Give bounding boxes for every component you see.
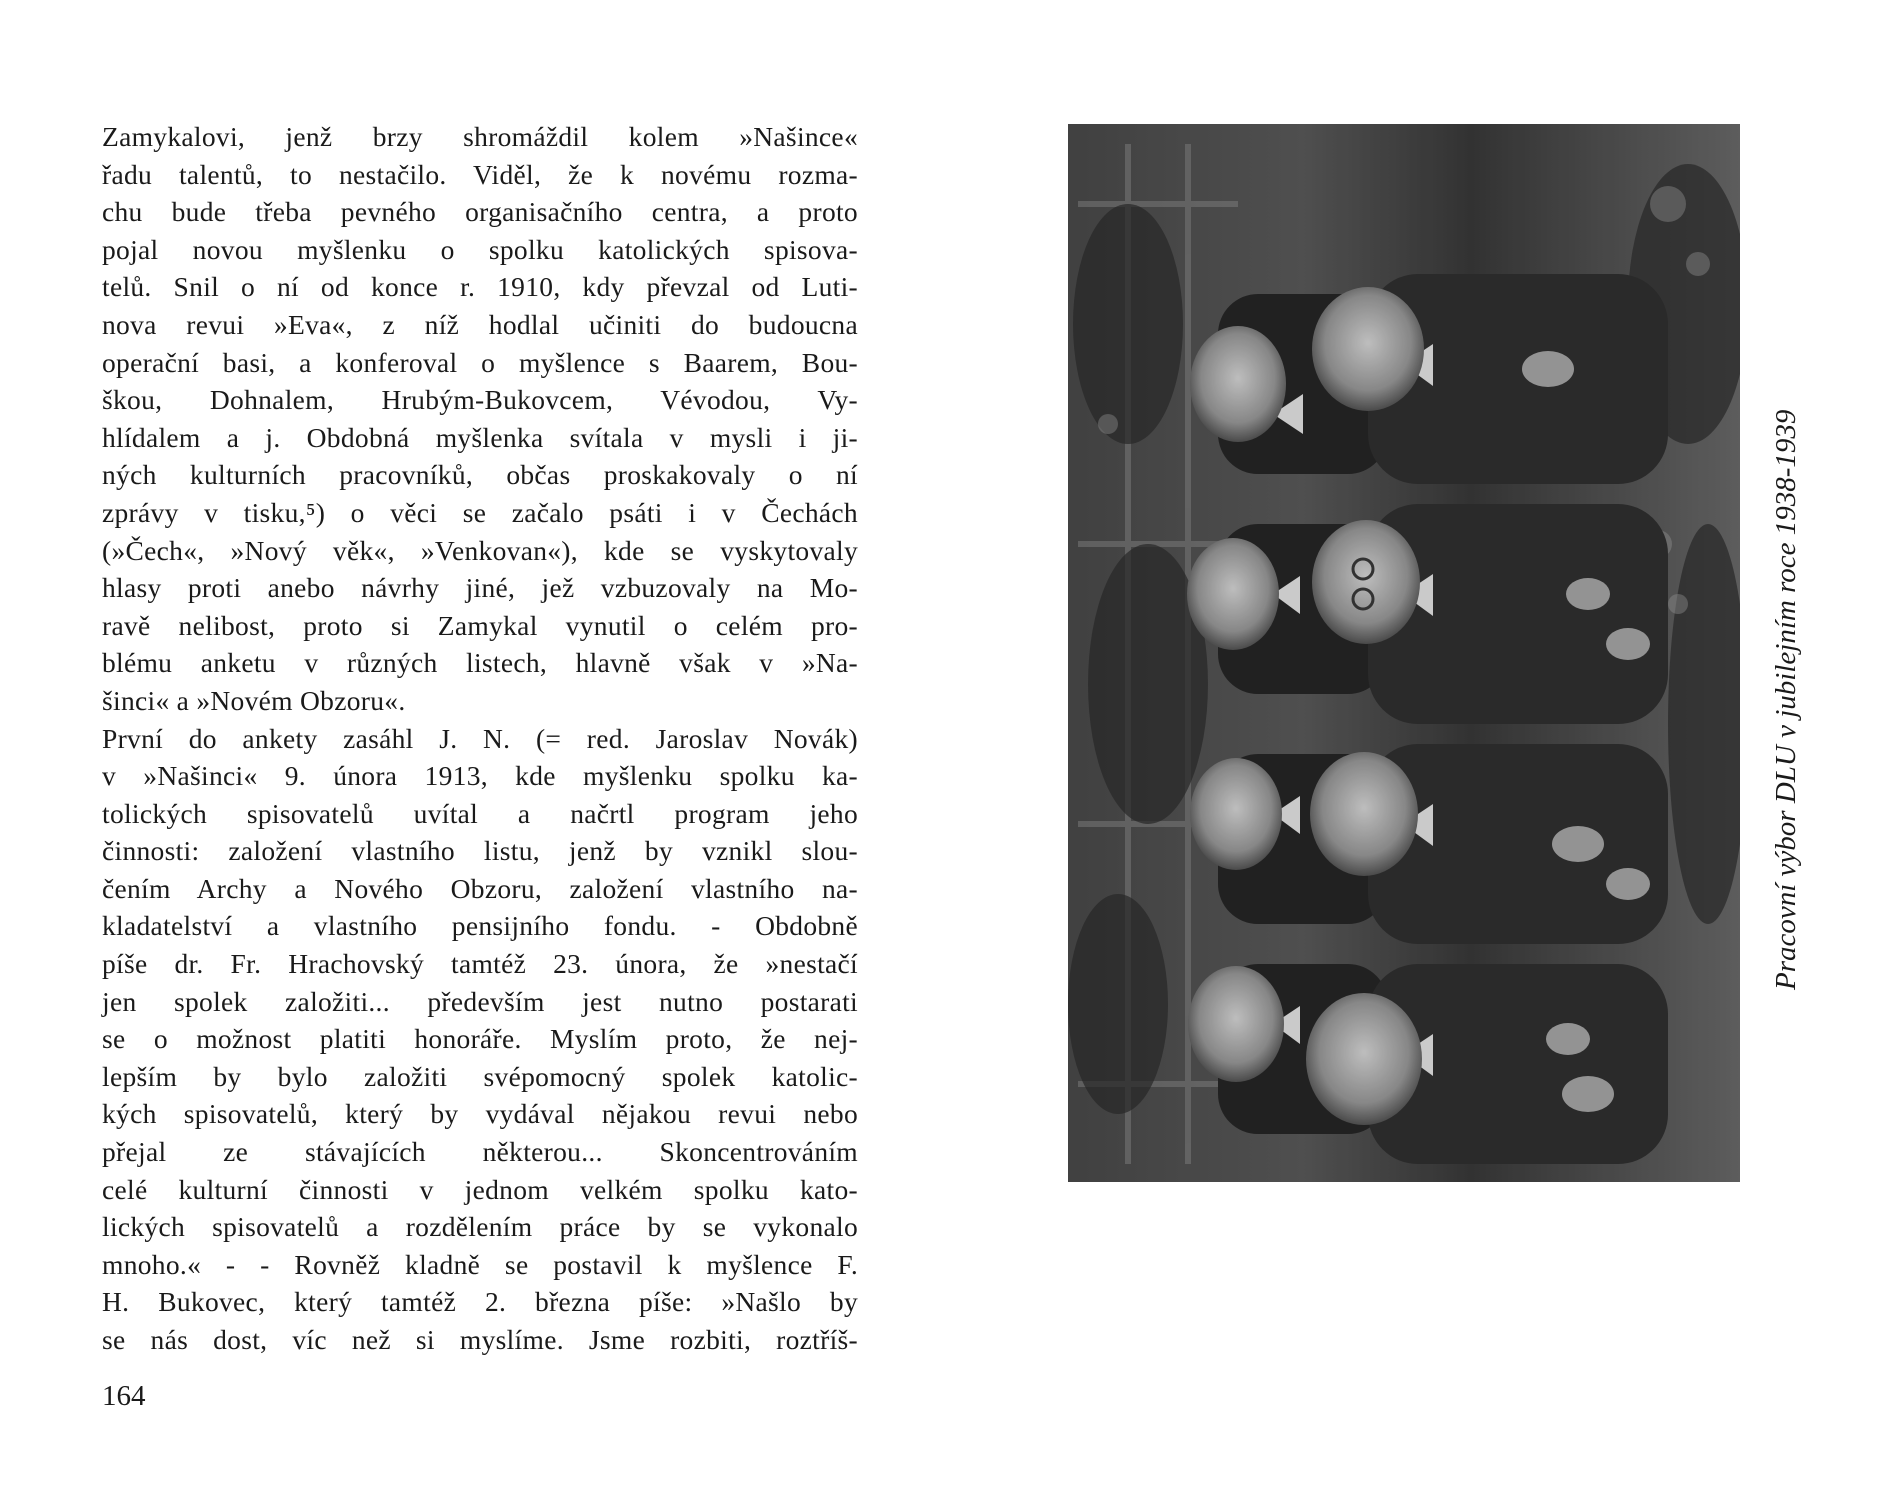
text-line: tolických spisovatelů uvítal a načrtl program jeho — [102, 797, 858, 829]
text-line: čením Archy a Nového Obzoru, založení vlastního na- — [102, 872, 858, 904]
text-line: Zamykalovi, jenž brzy shromáždil kolem »Našince« — [102, 121, 858, 152]
page-number: 164 — [102, 1380, 146, 1412]
text-line: hlídalem a j. Obdobná myšlenka svítala v mysli i ji- — [102, 421, 858, 453]
text-line: šinci« a »Novém Obzoru«. — [102, 684, 406, 716]
text-line: operační basi, a konferoval o myšlence s Baarem, Bou- — [102, 346, 858, 378]
text-line: blému anketu v různých listech, hlavně však v »Na- — [102, 647, 858, 679]
text-line: celé kulturní činnosti v jednom velkém spolku kato- — [102, 1173, 858, 1205]
text-line: píše dr. Fr. Hrachovský tamtéž 23. února, že »nestačí — [102, 948, 858, 980]
text-line: chu bude třeba pevného organisačního centra, a proto — [102, 196, 858, 228]
text-line: pojal novou myšlenku o spolku katolických spisova- — [102, 233, 858, 265]
text-line: mnoho.« - - Rovněž kladně se postavil k myšlence F. — [102, 1248, 858, 1280]
text-line: ných kulturních pracovníků, občas proskakovaly o ní — [102, 459, 858, 491]
text-line: První do ankety zasáhl J. N. (= red. Jaroslav Novák) — [102, 722, 858, 754]
text-line: škou, Dohnalem, Hrubým-Bukovcem, Vévodou, Vy- — [102, 384, 858, 416]
text-line: nova revui »Eva«, z níž hodlal učiniti do budoucna — [102, 308, 858, 340]
text-line: kých spisovatelů, který by vydával nějakou revui nebo — [102, 1098, 858, 1130]
text-line: (»Čech«, »Nový věk«, »Venkovan«), kde se vyskytovaly — [102, 534, 858, 566]
text-line: telů. Snil o ní od konce r. 1910, kdy převzal od Luti- — [102, 271, 858, 303]
text-line: zprávy v tisku,⁵) o věci se začalo psáti i v Čechách — [102, 496, 858, 528]
text-line: kladatelství a vlastního pensijního fondu. - Obdobně — [102, 910, 858, 942]
text-line: přejal ze stávajících některou... Skoncentrováním — [102, 1136, 858, 1168]
text-line: H. Bukovec, který tamtéž 2. března píše: »Našlo by — [102, 1286, 858, 1318]
text-line: lepším by bylo založiti svépomocný spolek katolic- — [102, 1060, 858, 1092]
group-photo — [1068, 124, 1740, 1182]
photo-caption: Pracovní výbor DLU v jubilejním roce 1938-1939 — [1770, 409, 1802, 990]
group-photo-image — [1068, 124, 1740, 1182]
body-text — [102, 118, 858, 1359]
text-line: řadu talentů, to nestačilo. Viděl, že k novému rozma- — [102, 158, 858, 190]
text-line: se nás dost, víc než si myslíme. Jsme rozbiti, roztříš- — [102, 1324, 858, 1355]
text-line: ravě nelibost, proto si Zamykal vynutil o celém pro- — [102, 609, 858, 641]
text-line: činnosti: založení vlastního listu, jenž by vznikl slou- — [102, 835, 858, 867]
text-line: jen spolek založiti... především jest nutno postarati — [102, 985, 858, 1017]
text-line: lických spisovatelů a rozdělením práce by se vykonalo — [102, 1211, 858, 1243]
text-line: hlasy proti anebo návrhy jiné, jež vzbuzovaly na Mo- — [102, 572, 858, 604]
text-line: se o možnost platiti honoráře. Myslím proto, že nej- — [102, 1023, 858, 1055]
text-line: v »Našinci« 9. února 1913, kde myšlenku spolku ka- — [102, 760, 858, 792]
